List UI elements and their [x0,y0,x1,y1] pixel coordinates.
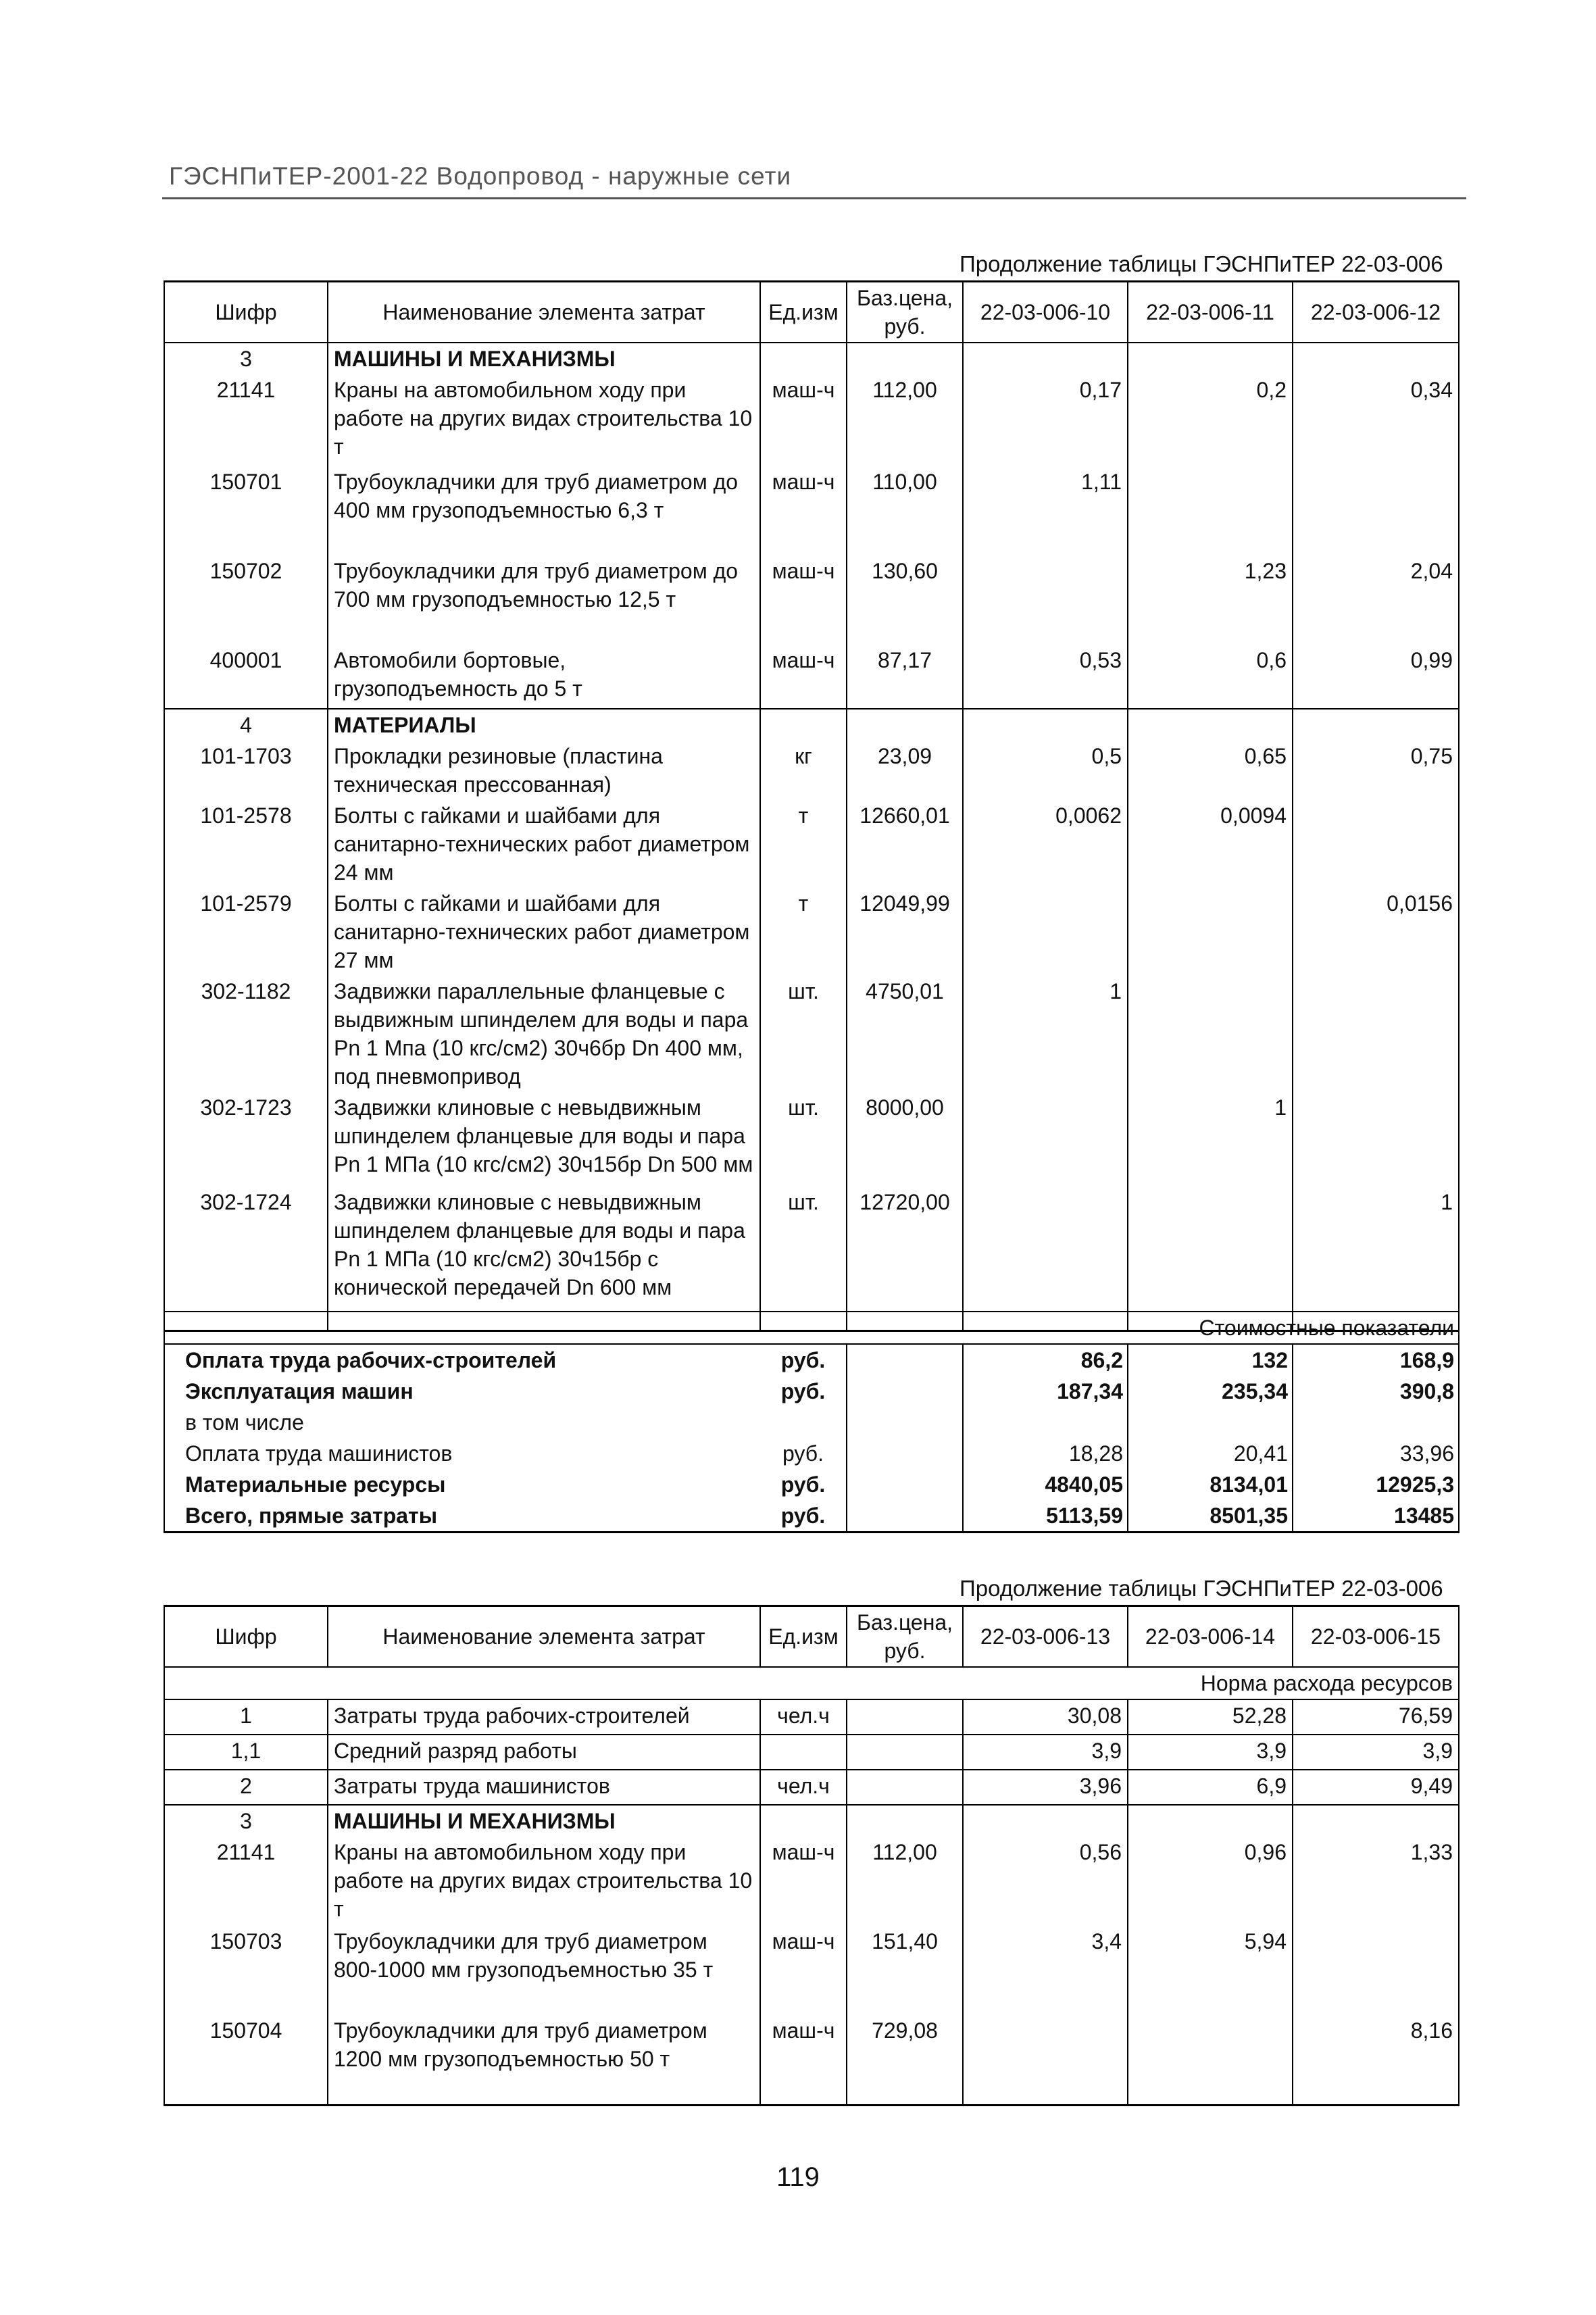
cell-value-1 [963,555,1128,645]
cost-value-1: 18,28 [963,1438,1128,1469]
norm-header: Норма расхода ресурсов [164,1667,1459,1699]
cell-value-2: 0,6 [1128,645,1293,709]
cell-unit [760,1735,847,1770]
cell-price: 23,09 [847,741,963,800]
cell-price: 112,00 [847,1837,963,1926]
cell-name: Задвижки параллельные фланцевые с выдвижным шпинделем для воды и пара Pn 1 Мпа (10 кгс/см2) 30ч6бр Dn 400 мм, под пневмопривод [328,976,760,1092]
col-header-unit: Ед.изм [760,282,847,343]
table-row [164,555,1459,645]
cell-value-3 [1293,1092,1459,1187]
cell-value-1: 0,53 [963,645,1128,709]
col-header-code-14: 22-03-006-14 [1128,1606,1293,1668]
cost-value-1: 187,34 [963,1376,1128,1407]
table-row [164,888,1459,976]
resource-table-2 [164,1605,1460,2106]
cell-code: 150701 [164,466,328,555]
cell-value-1: 3,96 [963,1770,1128,1805]
cell-unit: кг [760,741,847,800]
cell-name: Трубоукладчики для труб диаметром 1200 мм грузоподъемностью 50 т [328,2015,760,2106]
cell-price: 4750,01 [847,976,963,1092]
cost-row [164,1344,1459,1376]
cell-price [847,1770,963,1805]
cost-label: Материальные ресурсы [164,1469,760,1500]
cell-name: МАШИНЫ И МЕХАНИЗМЫ [328,1805,760,1837]
col-header-price: Баз.цена, руб. [847,1606,963,1668]
table-row [164,1699,1459,1735]
cell-value-3: 0,75 [1293,741,1459,800]
cell-price: 87,17 [847,645,963,709]
cell-code: 3 [164,1805,328,1837]
cell-value-3: 8,16 [1293,2015,1459,2106]
cell-name: Трубоукладчики для труб диаметром до 400 мм грузоподъемностью 6,3 т [328,466,760,555]
cost-unit [760,1407,847,1438]
col-header-code-10: 22-03-006-10 [963,282,1128,343]
cost-unit: руб. [780,1348,826,1372]
table-row [164,466,1459,555]
cell-value-1 [963,343,1128,374]
cost-value-3: 390,8 [1293,1376,1459,1407]
cell-value-3 [1293,1805,1459,1837]
cell-value-1: 0,17 [963,374,1128,466]
cell-code: 150702 [164,555,328,645]
col-header-code-13: 22-03-006-13 [963,1606,1128,1668]
resource-table-1 [164,280,1460,1332]
table-row [164,645,1459,709]
table-row [164,1187,1459,1331]
cell-price: 12720,00 [847,1187,963,1331]
cell-value-3: 3,9 [1293,1735,1459,1770]
cost-value-3: 33,96 [1293,1438,1459,1469]
col-header-code-12: 22-03-006-12 [1293,282,1459,343]
cell-value-2: 0,96 [1128,1837,1293,1926]
cell-value-2 [1128,888,1293,976]
col-header-name: Наименование элемента затрат [328,282,760,343]
cell-value-1: 3,9 [963,1735,1128,1770]
table-row [164,1837,1459,1926]
cell-value-1 [963,1092,1128,1187]
cell-value-3: 76,59 [1293,1699,1459,1735]
cell-code: 302-1724 [164,1187,328,1331]
table-row [164,1092,1459,1187]
cell-value-1 [963,709,1128,741]
cost-row [164,1407,1459,1438]
cell-value-2: 3,9 [1128,1735,1293,1770]
page-number: 119 [776,2162,820,2192]
cost-value-1: 86,2 [963,1344,1128,1376]
table-row [164,976,1459,1092]
cell-value-3 [1293,800,1459,888]
cell-value-1 [963,888,1128,976]
cost-value-3: 13485 [1293,1500,1459,1533]
table-row [164,374,1459,466]
cell-value-2 [1128,1187,1293,1331]
cell-price: 8000,00 [847,1092,963,1187]
cell-value-2: 1 [1128,1092,1293,1187]
cell-price: 151,40 [847,1926,963,2015]
table1-caption: Продолжение таблицы ГЭСНПиТЕР 22-03-006 [959,251,1443,276]
cell-unit: маш-ч [760,645,847,709]
cell-code: 101-1703 [164,741,328,800]
cell-value-1: 1 [963,976,1128,1092]
cell-price: 729,08 [847,2015,963,2106]
cell-value-1: 0,0062 [963,800,1128,888]
cost-label: Оплата труда машинистов [164,1438,760,1469]
cost-spacer [847,1407,963,1438]
cost-value-2: 235,34 [1128,1376,1293,1407]
cell-code: 150703 [164,1926,328,2015]
table-row [164,1805,1459,1837]
norm-header-row [164,1667,1459,1699]
cell-name: Болты с гайками и шайбами для санитарно-технических работ диаметром 24 мм [328,800,760,888]
cost-label: Оплата труда рабочих-строителей [164,1344,760,1376]
cell-name: Болты с гайками и шайбами для санитарно-технических работ диаметром 27 мм [328,888,760,976]
header-rule [162,197,1466,199]
col-header-unit: Ед.изм [760,1606,847,1668]
cell-price: 110,00 [847,466,963,555]
cell-price [847,1805,963,1837]
cell-value-1: 1,11 [963,466,1128,555]
cell-value-3: 0,99 [1293,645,1459,709]
cell-price: 12049,99 [847,888,963,976]
cell-price [847,1699,963,1735]
cell-unit: т [760,800,847,888]
cell-value-2: 52,28 [1128,1699,1293,1735]
cell-value-3 [1293,343,1459,374]
cell-code: 21141 [164,374,328,466]
cost-label: Эксплуатация машин [164,1376,760,1407]
cost-value-2: 8134,01 [1128,1469,1293,1500]
cell-name: Затраты труда рабочих-строителей [328,1699,760,1735]
cost-value-2: 8501,35 [1128,1500,1293,1533]
cost-value-2 [1128,1407,1293,1438]
cell-value-2: 5,94 [1128,1926,1293,2015]
col-header-code: Шифр [164,282,328,343]
cell-code: 1 [164,1699,328,1735]
cell-value-3: 1,33 [1293,1837,1459,1926]
cost-spacer [847,1500,963,1533]
table-row [164,800,1459,888]
cell-unit [760,343,847,374]
cost-row [164,1438,1459,1469]
cell-unit: маш-ч [760,2015,847,2106]
cell-name: МАТЕРИАЛЫ [328,709,760,741]
col-header-code-15: 22-03-006-15 [1293,1606,1459,1668]
cell-value-1 [963,1187,1128,1331]
table1-header-row [164,282,1459,343]
cell-value-1: 0,56 [963,1837,1128,1926]
cell-value-3: 0,34 [1293,374,1459,466]
cell-name: Средний разряд работы [328,1735,760,1770]
cell-code: 302-1723 [164,1092,328,1187]
cell-unit: маш-ч [760,1926,847,2015]
cell-value-2 [1128,466,1293,555]
cell-value-3: 2,04 [1293,555,1459,645]
cell-unit: чел.ч [760,1770,847,1805]
running-header: ГЭСНПиТЕР-2001-22 Водопровод - наружные сети [169,162,792,190]
cell-unit: т [760,888,847,976]
cost-value-2: 132 [1128,1344,1293,1376]
cost-indicators-table [164,1311,1460,1533]
cell-code: 21141 [164,1837,328,1926]
cell-unit: шт. [760,976,847,1092]
cost-row [164,1376,1459,1407]
cost-row [164,1500,1459,1533]
table-row [164,741,1459,800]
cell-value-2 [1128,343,1293,374]
cost-header: Стоимостные показатели [164,1312,1459,1344]
cell-price [847,343,963,374]
cell-value-2 [1128,2015,1293,2106]
table-row [164,343,1459,374]
cost-spacer [847,1344,963,1376]
cell-value-3 [1293,709,1459,741]
cell-name: Краны на автомобильном ходу при работе на других видах строительства 10 т [328,1837,760,1926]
cell-value-3 [1293,976,1459,1092]
cell-value-1: 30,08 [963,1699,1128,1735]
cell-value-2 [1128,1805,1293,1837]
cell-code: 400001 [164,645,328,709]
cost-value-3 [1293,1407,1459,1438]
cell-code: 101-2579 [164,888,328,976]
cost-unit: руб. [780,1472,826,1497]
cell-unit: маш-ч [760,466,847,555]
cell-code: 150704 [164,2015,328,2106]
cost-unit: руб. [760,1500,847,1533]
cell-name: Трубоукладчики для труб диаметром 800-1000 мм грузоподъемностью 35 т [328,1926,760,2015]
cell-value-2: 0,2 [1128,374,1293,466]
cell-unit: шт. [760,1187,847,1331]
col-header-code-11: 22-03-006-11 [1128,282,1293,343]
cell-code: 101-2578 [164,800,328,888]
cost-value-3: 12925,3 [1293,1469,1459,1500]
cell-value-2: 1,23 [1128,555,1293,645]
cell-unit [760,1805,847,1837]
cell-code: 3 [164,343,328,374]
table-row [164,709,1459,741]
cell-name: Трубоукладчики для труб диаметром до 700 мм грузоподъемностью 12,5 т [328,555,760,645]
cell-code: 4 [164,709,328,741]
cell-name: Краны на автомобильном ходу при работе на других видах строительства 10 т [328,374,760,466]
cell-value-3: 9,49 [1293,1770,1459,1805]
cell-code: 302-1182 [164,976,328,1092]
cost-row [164,1469,1459,1500]
table-row [164,2015,1459,2106]
cell-name: Задвижки клиновые с невыдвижным шпинделем фланцевые для воды и пара Pn 1 МПа (10 кгс/см2) 30ч15бр Dn 500 мм [328,1092,760,1187]
table-row [164,1770,1459,1805]
cost-value-3: 168,9 [1293,1344,1459,1376]
cell-price: 112,00 [847,374,963,466]
cost-unit: руб. [782,1441,824,1466]
col-header-price: Баз.цена, руб. [847,282,963,343]
cell-name: Затраты труда машинистов [328,1770,760,1805]
cell-value-1 [963,1805,1128,1837]
cost-spacer [847,1469,963,1500]
cost-value-1: 5113,59 [963,1500,1128,1533]
cell-price: 130,60 [847,555,963,645]
cell-value-2: 6,9 [1128,1770,1293,1805]
cost-spacer [847,1376,963,1407]
table2-caption: Продолжение таблицы ГЭСНПиТЕР 22-03-006 [959,1576,1443,1601]
table-row [164,1926,1459,2015]
cell-value-1: 0,5 [963,741,1128,800]
cell-value-3 [1293,466,1459,555]
col-header-code: Шифр [164,1606,328,1668]
cell-name: Автомобили бортовые, грузоподъемность до 5 т [328,645,760,709]
col-header-name: Наименование элемента затрат [328,1606,760,1668]
cell-name: МАШИНЫ И МЕХАНИЗМЫ [328,343,760,374]
cell-unit: маш-ч [760,1837,847,1926]
cost-label: Всего, прямые затраты [164,1500,760,1533]
cell-unit [760,709,847,741]
cell-unit: маш-ч [760,374,847,466]
cell-value-3 [1293,1926,1459,2015]
cell-code: 1,1 [164,1735,328,1770]
cell-price [847,1735,963,1770]
cell-value-2: 0,65 [1128,741,1293,800]
cell-price [847,709,963,741]
cell-unit: чел.ч [760,1699,847,1735]
cell-value-2 [1128,976,1293,1092]
cell-value-3: 1 [1293,1187,1459,1331]
cell-value-1 [963,2015,1128,2106]
cell-name: Прокладки резиновые (пластина техническая прессованная) [328,741,760,800]
cost-value-2: 20,41 [1128,1438,1293,1469]
cell-unit: маш-ч [760,555,847,645]
cost-header-row [164,1312,1459,1344]
cost-unit: руб. [780,1379,826,1403]
cell-value-2 [1128,709,1293,741]
cost-value-1: 4840,05 [963,1469,1128,1500]
cell-price: 12660,01 [847,800,963,888]
cell-name: Задвижки клиновые с невыдвижным шпинделем фланцевые для воды и пара Pn 1 МПа (10 кгс/см2) 30ч15бр с конической передачей Dn 600 мм [328,1187,760,1331]
table2-header-row [164,1606,1459,1668]
cell-code: 2 [164,1770,328,1805]
cell-value-2: 0,0094 [1128,800,1293,888]
table-row [164,1735,1459,1770]
cost-spacer [847,1438,963,1469]
cell-unit: шт. [760,1092,847,1187]
cell-value-1: 3,4 [963,1926,1128,2015]
cost-value-1 [963,1407,1128,1438]
cost-label: в том числе [164,1407,760,1438]
cell-value-3: 0,0156 [1293,888,1459,976]
